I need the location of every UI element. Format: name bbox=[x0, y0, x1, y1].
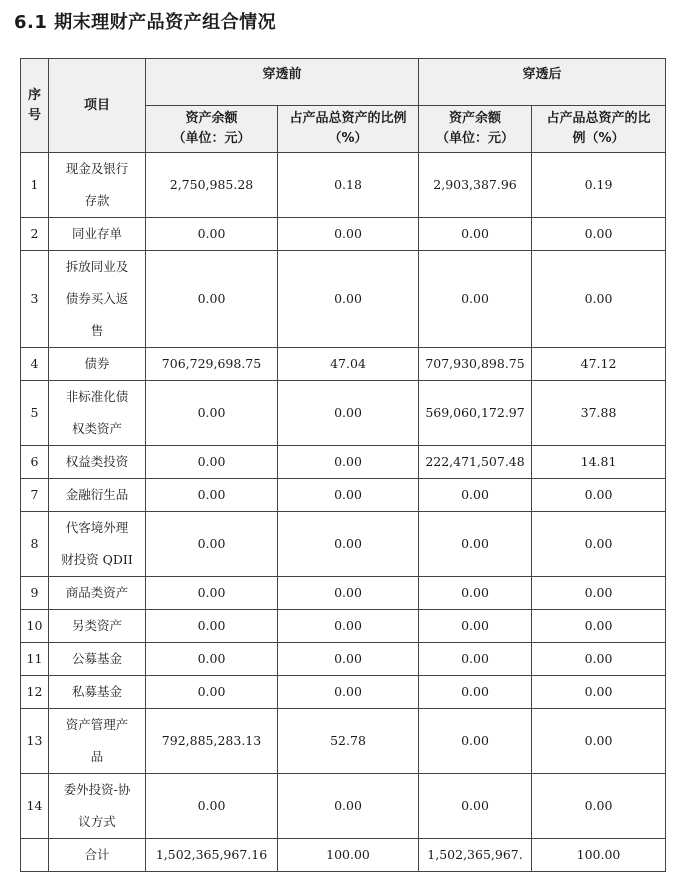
row-item-name: 金融衍生品 bbox=[49, 479, 146, 512]
row-item-name: 委外投资-协 议方式 bbox=[49, 774, 146, 839]
table-row bbox=[21, 610, 666, 643]
row-amount-after: 2,903,387.96 bbox=[419, 153, 532, 218]
header-group-after: 穿透后 bbox=[419, 59, 666, 106]
row-item-name: 债券 bbox=[49, 348, 146, 381]
row-amount-after: 1,502,365,967. bbox=[419, 839, 532, 872]
row-amount-after: 0.00 bbox=[419, 676, 532, 709]
asset-portfolio-table bbox=[20, 58, 666, 872]
row-seq: 2 bbox=[21, 218, 49, 251]
row-seq: 14 bbox=[21, 774, 49, 839]
row-amount-after: 0.00 bbox=[419, 774, 532, 839]
row-seq: 8 bbox=[21, 512, 49, 577]
header-item: 项目 bbox=[49, 59, 146, 153]
row-ratio-before: 52.78 bbox=[278, 709, 419, 774]
table-row bbox=[21, 512, 666, 577]
row-amount-before: 2,750,985.28 bbox=[146, 153, 278, 218]
row-ratio-after: 14.81 bbox=[532, 446, 666, 479]
row-amount-after: 0.00 bbox=[419, 479, 532, 512]
row-ratio-before: 0.00 bbox=[278, 251, 419, 348]
table-row bbox=[21, 643, 666, 676]
row-ratio-after: 0.00 bbox=[532, 643, 666, 676]
row-amount-after: 0.00 bbox=[419, 512, 532, 577]
row-ratio-after: 0.00 bbox=[532, 218, 666, 251]
table-row bbox=[21, 251, 666, 348]
row-item-name: 合计 bbox=[49, 839, 146, 872]
row-seq: 10 bbox=[21, 610, 49, 643]
row-ratio-before: 0.00 bbox=[278, 643, 419, 676]
row-item-name: 同业存单 bbox=[49, 218, 146, 251]
row-ratio-before: 0.00 bbox=[278, 577, 419, 610]
row-amount-after: 0.00 bbox=[419, 709, 532, 774]
row-ratio-after: 0.00 bbox=[532, 709, 666, 774]
row-amount-before: 0.00 bbox=[146, 676, 278, 709]
row-amount-after: 0.00 bbox=[419, 643, 532, 676]
header-ratio-before: 占产品总资产的比例 （%） bbox=[278, 106, 419, 153]
row-amount-after: 0.00 bbox=[419, 251, 532, 348]
table-row bbox=[21, 774, 666, 839]
row-ratio-before: 0.00 bbox=[278, 218, 419, 251]
row-ratio-after: 0.00 bbox=[532, 610, 666, 643]
row-ratio-after: 0.00 bbox=[532, 676, 666, 709]
row-seq: 13 bbox=[21, 709, 49, 774]
row-item-name: 非标准化债 权类资产 bbox=[49, 381, 146, 446]
row-item-name: 资产管理产 品 bbox=[49, 709, 146, 774]
row-amount-before: 0.00 bbox=[146, 774, 278, 839]
header-group-before: 穿透前 bbox=[146, 59, 419, 106]
row-item-name: 代客境外理 财投资 QDII bbox=[49, 512, 146, 577]
table-row bbox=[21, 153, 666, 218]
table-row bbox=[21, 577, 666, 610]
row-ratio-before: 0.00 bbox=[278, 512, 419, 577]
row-ratio-after: 0.00 bbox=[532, 512, 666, 577]
row-seq bbox=[21, 839, 49, 872]
header-seq: 序 号 bbox=[21, 59, 49, 153]
header-amount-before: 资产余额 （单位：元） bbox=[146, 106, 278, 153]
row-item-name: 现金及银行 存款 bbox=[49, 153, 146, 218]
row-amount-after: 0.00 bbox=[419, 218, 532, 251]
row-amount-after: 569,060,172.97 bbox=[419, 381, 532, 446]
row-seq: 3 bbox=[21, 251, 49, 348]
row-ratio-after: 47.12 bbox=[532, 348, 666, 381]
row-amount-before: 0.00 bbox=[146, 251, 278, 348]
header-amount-after: 资产余额 （单位：元） bbox=[419, 106, 532, 153]
row-ratio-after: 0.00 bbox=[532, 774, 666, 839]
table-body bbox=[21, 153, 666, 872]
table-row bbox=[21, 676, 666, 709]
table-row bbox=[21, 479, 666, 512]
row-amount-before: 0.00 bbox=[146, 610, 278, 643]
row-amount-after: 0.00 bbox=[419, 577, 532, 610]
row-item-name: 拆放同业及 债券买入返 售 bbox=[49, 251, 146, 348]
row-ratio-after: 0.00 bbox=[532, 479, 666, 512]
table-row bbox=[21, 709, 666, 774]
row-amount-before: 792,885,283.13 bbox=[146, 709, 278, 774]
row-item-name: 商品类资产 bbox=[49, 577, 146, 610]
row-item-name: 公募基金 bbox=[49, 643, 146, 676]
row-ratio-after: 0.19 bbox=[532, 153, 666, 218]
row-seq: 4 bbox=[21, 348, 49, 381]
row-ratio-before: 0.00 bbox=[278, 676, 419, 709]
row-seq: 1 bbox=[21, 153, 49, 218]
row-ratio-before: 0.00 bbox=[278, 479, 419, 512]
row-amount-before: 0.00 bbox=[146, 577, 278, 610]
row-amount-after: 0.00 bbox=[419, 610, 532, 643]
row-item-name: 另类资产 bbox=[49, 610, 146, 643]
row-amount-after: 707,930,898.75 bbox=[419, 348, 532, 381]
row-ratio-after: 37.88 bbox=[532, 381, 666, 446]
section-title: 6.1 期末理财产品资产组合情况 bbox=[14, 12, 277, 33]
row-amount-before: 706,729,698.75 bbox=[146, 348, 278, 381]
total-row bbox=[21, 839, 666, 872]
row-seq: 7 bbox=[21, 479, 49, 512]
table-row bbox=[21, 348, 666, 381]
row-ratio-before: 0.00 bbox=[278, 446, 419, 479]
row-amount-before: 0.00 bbox=[146, 381, 278, 446]
table-row bbox=[21, 381, 666, 446]
row-amount-before: 0.00 bbox=[146, 446, 278, 479]
row-ratio-before: 0.00 bbox=[278, 610, 419, 643]
header-ratio-after: 占产品总资产的比 例（%） bbox=[532, 106, 666, 153]
row-ratio-before: 0.00 bbox=[278, 774, 419, 839]
row-amount-before: 0.00 bbox=[146, 512, 278, 577]
row-seq: 11 bbox=[21, 643, 49, 676]
row-ratio-after: 0.00 bbox=[532, 577, 666, 610]
row-seq: 9 bbox=[21, 577, 49, 610]
row-ratio-before: 47.04 bbox=[278, 348, 419, 381]
row-seq: 12 bbox=[21, 676, 49, 709]
row-ratio-before: 0.18 bbox=[278, 153, 419, 218]
row-seq: 5 bbox=[21, 381, 49, 446]
row-amount-after: 222,471,507.48 bbox=[419, 446, 532, 479]
row-item-name: 权益类投资 bbox=[49, 446, 146, 479]
table-row bbox=[21, 446, 666, 479]
table-row bbox=[21, 218, 666, 251]
row-ratio-before: 0.00 bbox=[278, 381, 419, 446]
row-amount-before: 0.00 bbox=[146, 479, 278, 512]
row-seq: 6 bbox=[21, 446, 49, 479]
row-ratio-after: 0.00 bbox=[532, 251, 666, 348]
row-amount-before: 0.00 bbox=[146, 643, 278, 676]
row-ratio-before: 100.00 bbox=[278, 839, 419, 872]
row-item-name: 私募基金 bbox=[49, 676, 146, 709]
row-amount-before: 1,502,365,967.16 bbox=[146, 839, 278, 872]
row-ratio-after: 100.00 bbox=[532, 839, 666, 872]
row-amount-before: 0.00 bbox=[146, 218, 278, 251]
